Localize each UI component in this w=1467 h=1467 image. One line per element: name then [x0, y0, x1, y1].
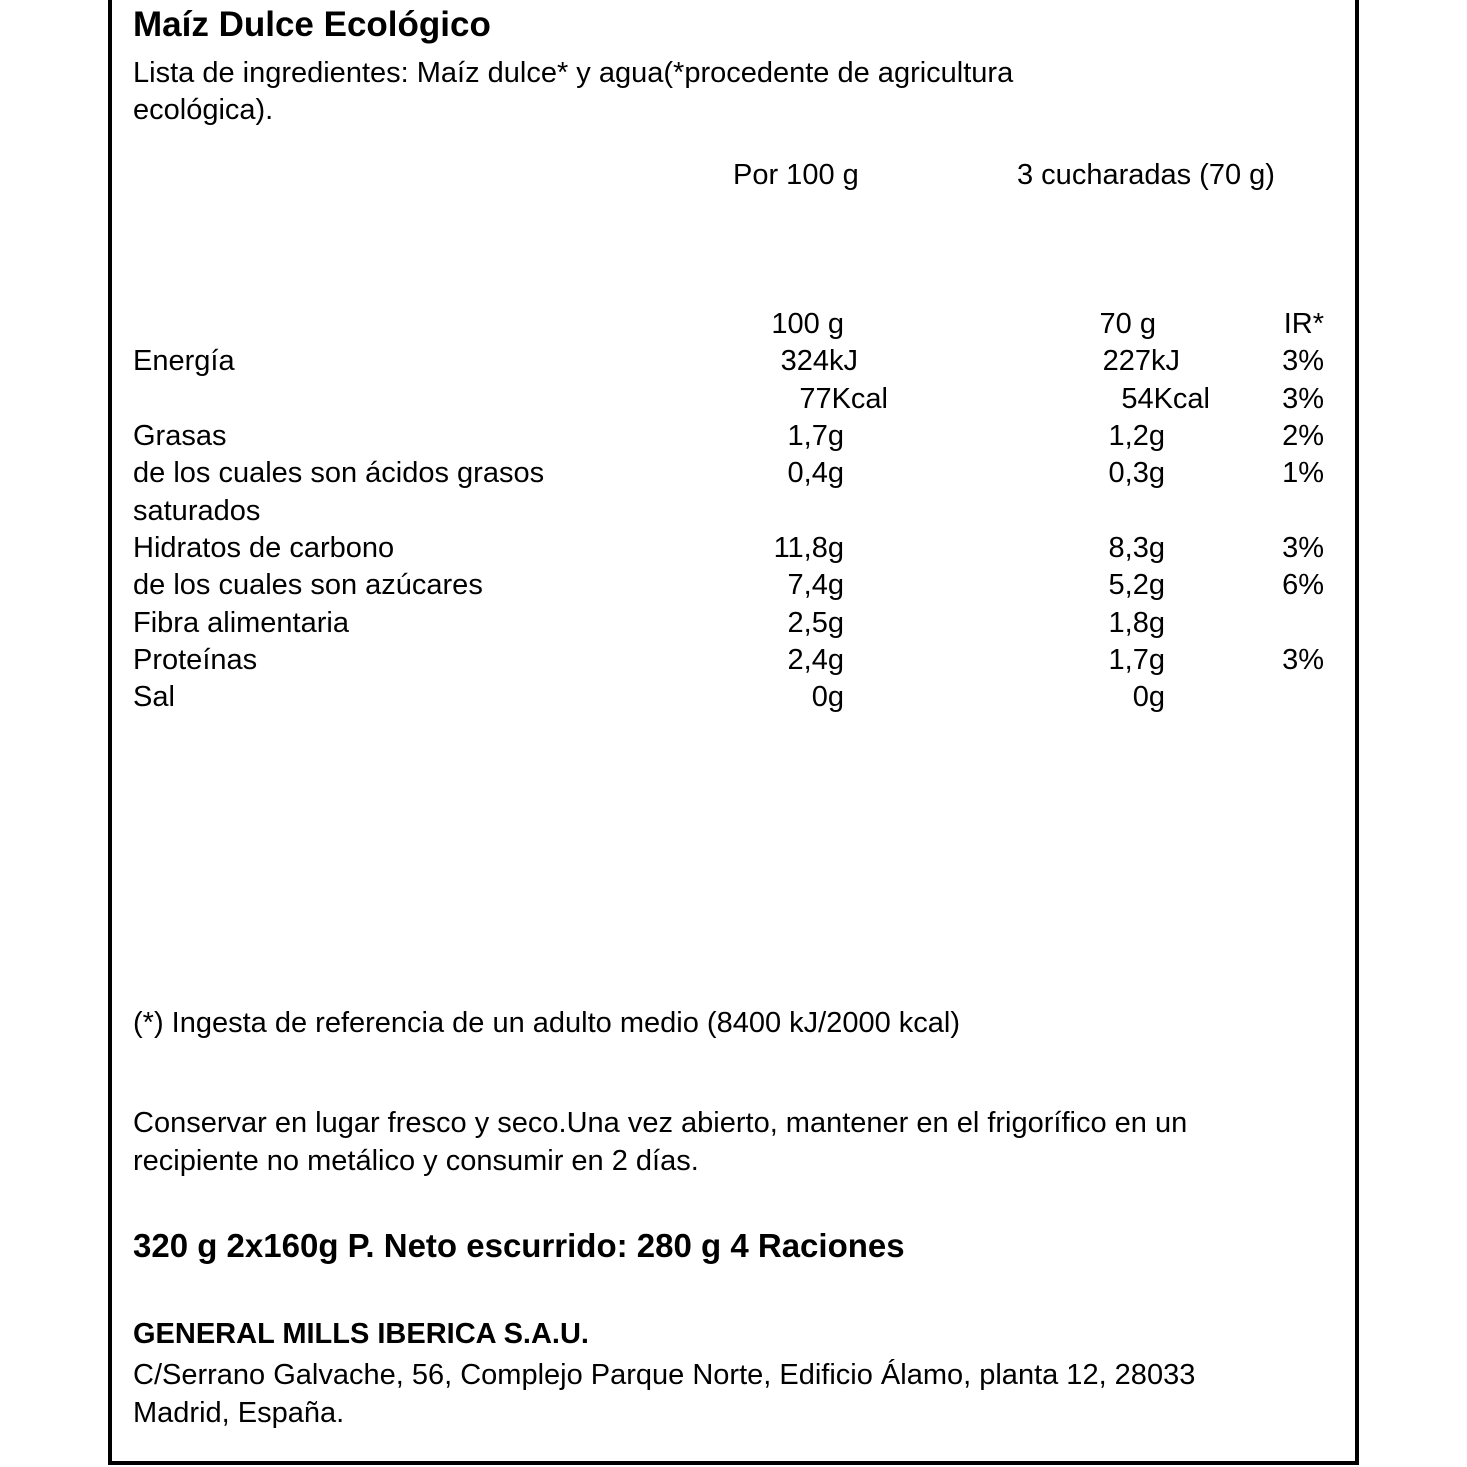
value-70g-grasas: 1,2g: [1108, 420, 1165, 452]
row-label-azucares: de los cuales son azúcares: [133, 569, 483, 601]
storage-line-2: recipiente no metálico y consumir en 2 días.: [133, 1145, 699, 1177]
storage-line-1: Conservar en lugar fresco y seco.Una vez abierto, mantener en el frigorífico en un: [133, 1107, 1188, 1139]
column-header-70g: 70 g: [1099, 308, 1156, 340]
product-title: Maíz Dulce Ecológico: [133, 5, 491, 44]
value-100g-energia-kj: 324kJ: [780, 345, 858, 377]
value-100g-saturados: 0,4g: [787, 457, 844, 489]
value-100g-proteinas: 2,4g: [787, 644, 844, 676]
net-weight-line: 320 g 2x160g P. Neto escurrido: 280 g 4 Raciones: [133, 1227, 905, 1264]
value-100g-grasas: 1,7g: [787, 420, 844, 452]
ingredients-line-2: ecológica).: [133, 94, 274, 126]
value-ir-energia-kcal: 3%: [1282, 383, 1324, 415]
value-70g-energia-kj: 227kJ: [1102, 345, 1180, 377]
row-label-sal: Sal: [133, 681, 175, 713]
column-header-100g: 100 g: [771, 308, 844, 340]
row-label-saturados-cont: saturados: [133, 495, 261, 527]
company-address-line-2: Madrid, España.: [133, 1397, 345, 1429]
value-100g-hidratos: 11,8g: [773, 532, 844, 564]
value-70g-sal: 0g: [1132, 681, 1165, 713]
value-100g-azucares: 7,4g: [787, 569, 844, 601]
value-ir-saturados: 1%: [1282, 457, 1324, 489]
reference-intake-footnote: (*) Ingesta de referencia de un adulto medio (8400 kJ/2000 kcal): [133, 1007, 960, 1039]
value-ir-hidratos: 3%: [1282, 532, 1324, 564]
serving-header-per-100: Por 100 g: [733, 159, 859, 191]
row-label-saturados: de los cuales son ácidos grasos: [133, 457, 545, 489]
value-ir-azucares: 6%: [1282, 569, 1324, 601]
value-70g-hidratos: 8,3g: [1108, 532, 1165, 564]
row-label-energia: Energía: [133, 345, 235, 377]
value-ir-proteinas: 3%: [1282, 644, 1324, 676]
ingredients-line-1: Lista de ingredientes: Maíz dulce* y agua(*procedente de agricultura: [133, 57, 1014, 89]
column-header-ir: IR*: [1283, 308, 1324, 340]
row-label-grasas: Grasas: [133, 420, 227, 452]
value-ir-energia-kj: 3%: [1282, 345, 1324, 377]
row-label-fibra: Fibra alimentaria: [133, 607, 349, 639]
value-70g-proteinas: 1,7g: [1108, 644, 1165, 676]
row-label-hidratos: Hidratos de carbono: [133, 532, 395, 564]
value-70g-azucares: 5,2g: [1108, 569, 1165, 601]
company-address-line-1: C/Serrano Galvache, 56, Complejo Parque Norte, Edificio Álamo, planta 12, 28033: [133, 1359, 1196, 1391]
row-label-proteinas: Proteínas: [133, 644, 258, 676]
company-name: GENERAL MILLS IBERICA S.A.U.: [133, 1318, 589, 1350]
serving-header-per-portion: 3 cucharadas (70 g): [1017, 159, 1275, 191]
value-100g-fibra: 2,5g: [787, 607, 844, 639]
value-100g-sal: 0g: [811, 681, 844, 713]
value-100g-energia-kcal: 77Kcal: [799, 383, 888, 415]
value-70g-energia-kcal: 54Kcal: [1121, 383, 1210, 415]
value-ir-grasas: 2%: [1282, 420, 1324, 452]
value-70g-saturados: 0,3g: [1108, 457, 1165, 489]
value-70g-fibra: 1,8g: [1108, 607, 1165, 639]
